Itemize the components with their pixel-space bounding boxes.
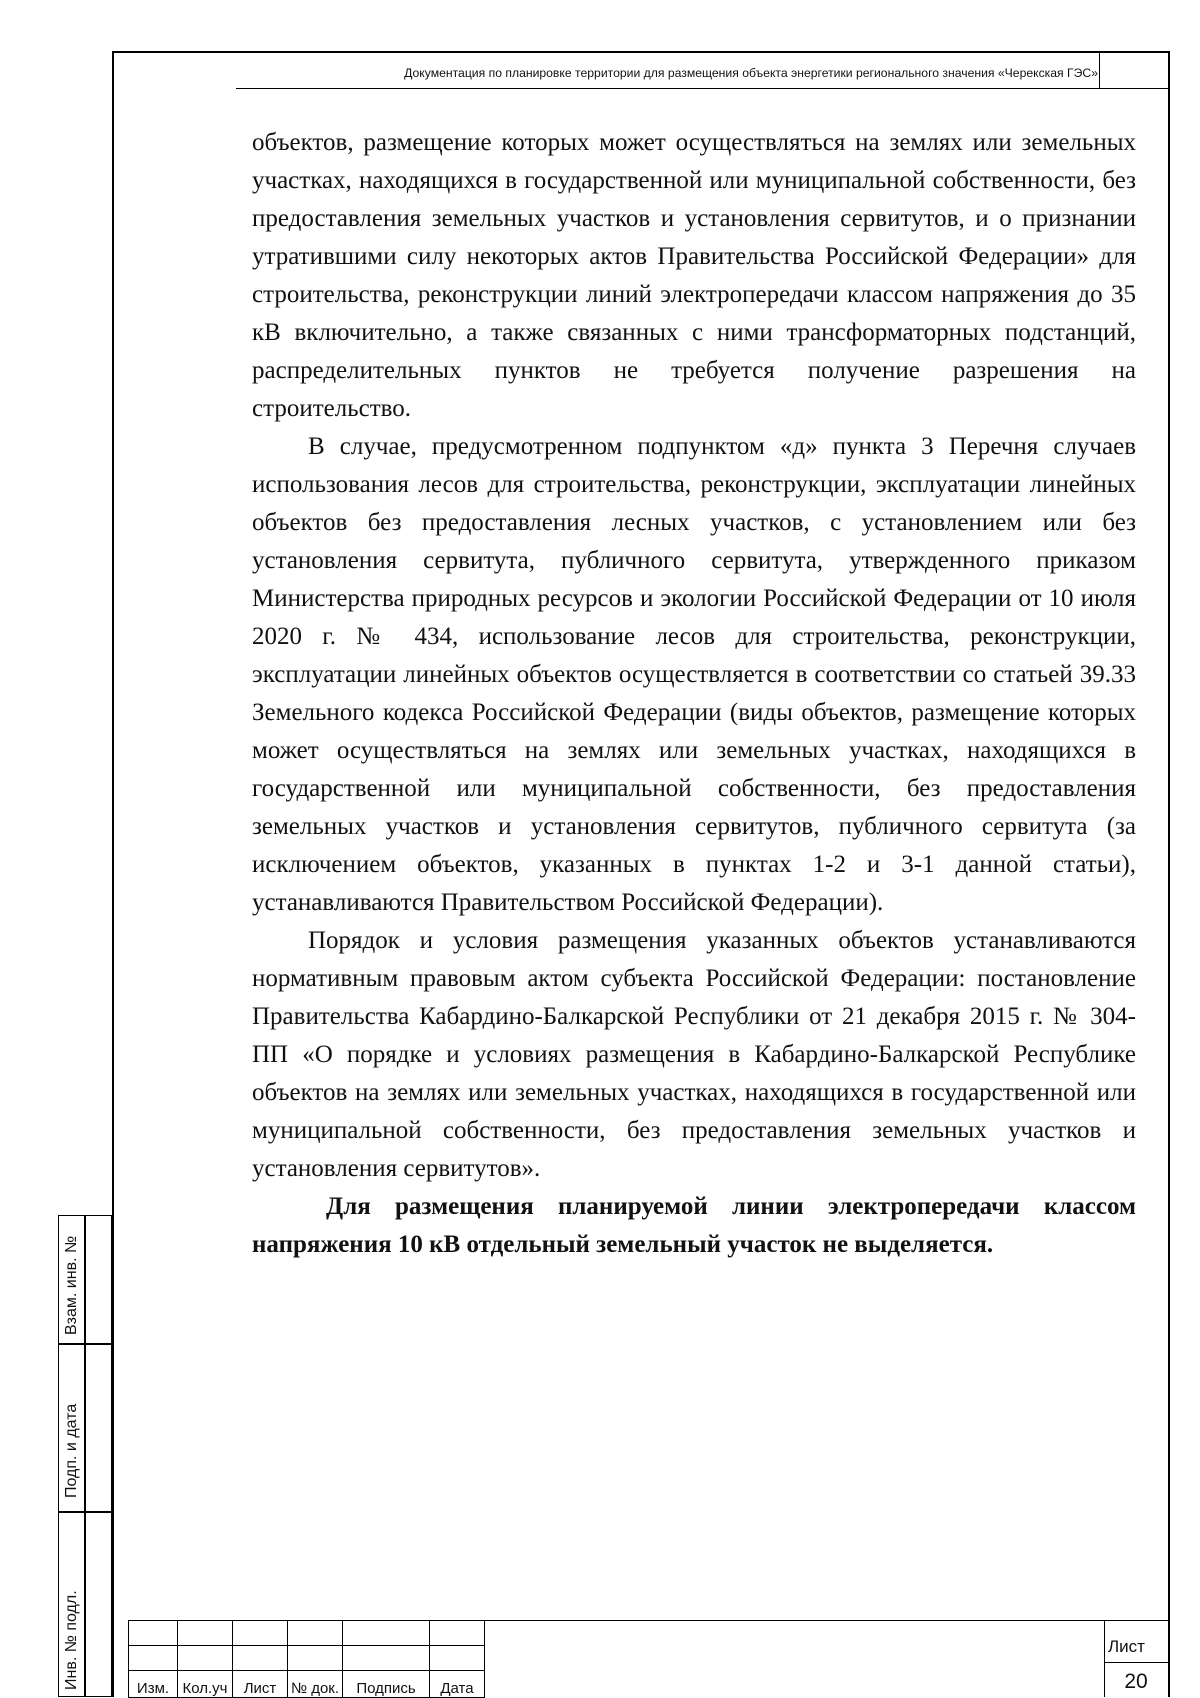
title-block-main-field	[484, 1620, 1104, 1697]
frame-right-border	[1168, 51, 1170, 1697]
side-cell-vzam-value	[84, 1215, 112, 1345]
stamp-cell	[233, 1646, 288, 1671]
stamp-cell	[430, 1621, 485, 1646]
sheet-label: Лист	[1108, 1637, 1145, 1656]
paragraph-1: объектов, размещение которых может осуществляться на землях или земельных участках, находящихся в государственной или муниципальной собственности, без предоставления земельных участков и установления сервитутов, и о признании утратившими силу некоторых актов Правительства Российской Федерации» для строительства, реконструкции линий электропередачи классом напряжения до 35 кВ включительно, а также связанных с ними трансформаторных подстанций, распределительных пунктов не требуется получение разрешения на строительство.	[252, 129, 1136, 422]
stamp-col-kolvo: Кол.уч	[178, 1671, 233, 1698]
header-underline	[236, 88, 1100, 89]
stamp-cell	[233, 1621, 288, 1646]
stamp-cell	[343, 1621, 430, 1646]
paragraph-2: В случае, предусмотренном подпунктом «д» пункта 3 Перечня случаев использования лесов для строительства, реконструкции, эксплуатации линейных объектов без предоставления лесных участков, с установлением или без установления сервитута, публичного сервитута, утвержденного приказом Министерства природных ресурсов и экологии Российской Федерации от 10 июля 2020 г. № 434, использование лесов для строительства, реконструкции, эксплуатации линейных объектов осуществляется в соответствии со статьей 39.33 Земельного кодекса Российской Федерации (виды объектов, размещение которых может осуществляться на землях или земельных участках, находящихся в государственной или муниципальной собственности, без предоставления земельных участков и установления сервитутов, публичного сервитута (за исключением объектов, указанных в пунктах 1-2 и 3-1 данной статьи), устанавливаются Правительством Российской Федерации).	[252, 433, 1136, 916]
title-block-table	[128, 1620, 485, 1698]
stamp-col-podpis: Подпись	[343, 1671, 430, 1698]
stamp-cell	[288, 1621, 343, 1646]
side-label-inv: Инв. № подл.	[63, 1590, 80, 1690]
paragraph-3: Порядок и условия размещения указанных объектов устанавливаются нормативным правовым актом субъекта Российской Федерации: постановление Правительства Кабардино-Балкарской Республики от 21 декабря 2015 г. № 304-ПП «О порядке и условиях размещения в Кабардино-Балкарской Республике объектов на землях или земельных участках, находящихся в государственной или муниципальной собственности, без предоставления земельных участков и установления сервитутов».	[252, 927, 1136, 1182]
side-cell-inv-value	[84, 1511, 112, 1697]
stamp-col-ndok: № док.	[288, 1671, 343, 1698]
stamp-col-data: Дата	[430, 1671, 485, 1698]
stamp-cell	[178, 1646, 233, 1671]
stamp-col-izm: Изм.	[129, 1671, 178, 1698]
side-stamp	[58, 1215, 112, 1697]
frame-top-border	[112, 51, 1170, 53]
stamp-cell	[178, 1621, 233, 1646]
stamp-cell	[288, 1646, 343, 1671]
paragraph-4-bold-conclusion: Для размещения планируемой линии электропередачи классом напряжения 10 кВ отдельный земельный участок не выделяется.	[252, 1193, 1136, 1258]
stamp-col-list: Лист	[233, 1671, 288, 1698]
stamp-cell	[129, 1621, 178, 1646]
header-corner-box	[1099, 51, 1168, 89]
document-body	[252, 124, 1136, 1264]
side-label-podp: Подп. и дата	[63, 1403, 80, 1498]
sheet-separator	[1104, 1662, 1168, 1663]
stamp-cell	[430, 1646, 485, 1671]
document-header-title: Документация по планировке территории для размещения объекта энергетики регионального значения «Черекская ГЭС»	[404, 66, 1098, 80]
stamp-cell	[129, 1646, 178, 1671]
stamp-cell	[343, 1646, 430, 1671]
sheet-number: 20	[1124, 1670, 1148, 1693]
frame-left-border	[112, 51, 114, 1697]
side-label-vzam: Взам. инв. №	[63, 1235, 80, 1335]
side-cell-podp-value	[84, 1343, 112, 1513]
